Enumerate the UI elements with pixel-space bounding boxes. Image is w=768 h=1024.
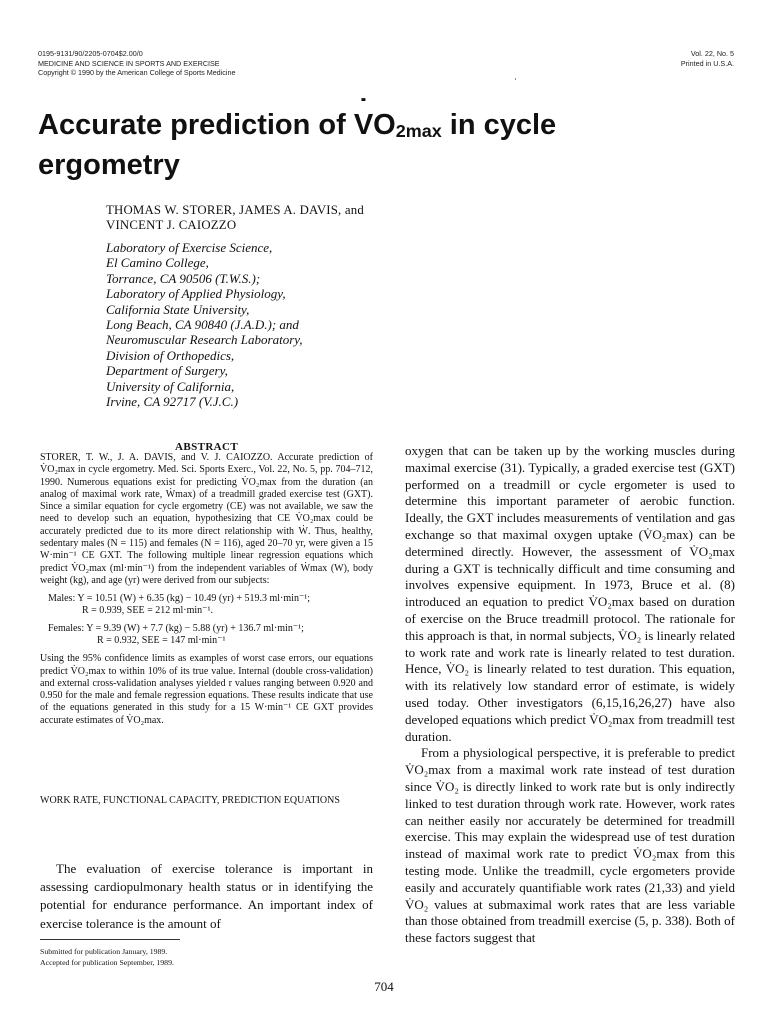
title-line2: ergometry: [38, 149, 180, 182]
footnote-divider: [40, 939, 180, 940]
vo2-dot-v: ˙ V: [354, 108, 373, 142]
right-column: [405, 443, 735, 947]
affiliation-line: Laboratory of Exercise Science,: [106, 240, 273, 255]
females-equation: Females: Y = 9.39 (W) + 7.7 (kg) − 5.88 (yr) + 136.7 ml·min⁻¹;: [48, 623, 304, 635]
body-paragraph: oxygen that can be taken up by the working muscles during maximal exercise (31). Typically, a graded exercise test (GXT) performed on a treadmill or cycle ergometer is used to determine this important parameter of aerobic function. Ideally, the GXT includes measurements of ventilation and gas exchange so that maximal oxygen uptake (V̇O₂max) can be determined directly. However, the assessment of V̇O₂max during a GXT is technically difficult and time consuming and involves expensive equipment. In 1973, Bruce et al. (8) introduced an equation to predict V̇O₂max based on duration of exercise on the Bruce treadmill protocol. The rationale for this approach is that, in normal subjects, V̇O₂ is linearly related to work rate and work rate is linearly related to test duration. Hence, V̇O₂ is linearly related to test duration. This equation, with its relatively low standard error of estimate, is widely used today. Other investigators (6,15,16,26,27) have also developed equations which predict V̇O₂max from treadmill test duration.: [405, 443, 735, 744]
abstract-heading: ABSTRACT: [175, 441, 239, 453]
intro-paragraph: The evaluation of exercise tolerance is important in assessing cardiopulmonary health status or in identifying the potential for endurance performance. An important index of exercise tolerance is the amount of: [40, 861, 373, 931]
title-prefix: Accurate prediction of: [38, 109, 354, 141]
author-line: THOMAS W. STORER, JAMES A. DAVIS, and: [106, 203, 364, 217]
affiliation-line: Torrance, CA 90506 (T.W.S.);: [106, 270, 261, 286]
affiliation-line: El Camino College,: [106, 255, 209, 271]
affiliation-line: University of California,: [106, 378, 235, 394]
title-o: O: [373, 109, 396, 141]
affiliation-block: [106, 240, 303, 409]
affiliation-line: Department of Surgery,: [106, 363, 228, 379]
title-subscript: 2max: [395, 121, 442, 142]
footnote-line: Submitted for publication January, 1989.: [40, 947, 168, 956]
title-suffix: in cycle: [441, 109, 557, 141]
footnotes: [40, 946, 174, 968]
header-line: Copyright © 1990 by the American College of Sports Medicine: [38, 68, 236, 78]
intro-text: [40, 860, 373, 933]
header-line: Printed in U.S.A.: [680, 58, 734, 68]
abstract-paragraph: Using the 95% confidence limits as examples of worst case errors, our equations predict V̇O₂max to within 10% of its true value. Internal (double cross-validation) and external cross-validation analyses yielded r values ranging between 0.920 and 0.950 for the male and female regression equations. These results indicate that use of the equations generated in this study for a 15 W·min⁻¹ CE GXT provides accurate estimates of V̇O₂max.: [40, 653, 373, 726]
author-line: VINCENT J. CAIOZZO: [106, 218, 237, 232]
header-line: 0195-9131/90/2205-0704$2.00/0: [38, 49, 143, 58]
males-equation: Males: Y = 10.51 (W) + 6.35 (kg) − 10.49 (yr) + 519.3 ml·min⁻¹;: [48, 593, 311, 605]
affiliation-line: Neuromuscular Research Laboratory,: [106, 332, 303, 348]
page-number: 704: [374, 979, 394, 994]
abstract-body: [40, 452, 373, 727]
header-line: MEDICINE AND SCIENCE IN SPORTS AND EXERCISE: [38, 58, 220, 68]
abstract-paragraph: STORER, T. W., J. A. DAVIS, and V. J. CAIOZZO. Accurate prediction of V̇O₂max in cycle ergometry. Med. Sci. Sports Exerc., Vol. 22, No. 5, pp. 704–712, 1990. Numerous equations exist for predicting V̇O₂max from the duration (an analog of maximal work rate, Ẇmax) of a treadmill graded exercise test (GXT). Since a similar equation for cycle ergometry (CE) was not available, we saw the need to develop such an equation, hypothesizing that CE V̇O₂max could be accurately predicted due to its more direct relationship with Ẇ. Thus, healthy, sedentary males (N = 115) and females (N = 116), aged 20–70 yr, were given a 15 W·min⁻¹ CE GXT. The following multiple linear regression equations which predict V̇O₂max (ml·min⁻¹) from the independent variables of Ẇmax (W), body weight (kg), and age (yr) were derived from our subjects:: [40, 452, 373, 586]
affiliation-line: Irvine, CA 92717 (V.J.C.): [106, 394, 239, 410]
females-statistics: R = 0.932, SEE = 147 ml·min⁻¹: [97, 635, 226, 647]
journal-header-right: [681, 49, 734, 68]
males-statistics: R = 0.939, SEE = 212 ml·min⁻¹.: [82, 605, 213, 617]
header-line: Vol. 22, No. 5: [690, 49, 734, 58]
keywords: WORK RATE, FUNCTIONAL CAPACITY, PREDICTION EQUATIONS: [40, 795, 340, 806]
article-title: [38, 108, 678, 182]
affiliation-line: Long Beach, CA 90840 (J.A.D.); and: [106, 317, 299, 333]
body-paragraph: From a physiological perspective, it is preferable to predict V̇O₂max from a maximal work rate instead of test duration since V̇O₂ is directly linked to work rate but is only indirectly linked to test duration through work rate. However, work rates can neither easily nor accurately be determined for treadmill exercise. This may explain the widespread use of test duration instead of maximal work rate to predict V̇O₂max from this testing mode. Unlike the treadmill, cycle ergometers provide easily and accurately quantifiable work rates (21,33) and yield V̇O₂ values at submaximal work rates that are less variable than those obtained from treadmill exercise (5, p. 338). Both of these factors suggest that: [405, 745, 735, 946]
author-list: [106, 203, 364, 233]
affiliation-line: Laboratory of Applied Physiology,: [106, 286, 286, 302]
footnote-line: Accepted for publication September, 1989.: [40, 958, 174, 967]
journal-header-left: [38, 49, 235, 78]
scan-speck: [515, 78, 516, 80]
affiliation-line: California State University,: [106, 301, 250, 317]
affiliation-line: Division of Orthopedics,: [106, 347, 235, 363]
